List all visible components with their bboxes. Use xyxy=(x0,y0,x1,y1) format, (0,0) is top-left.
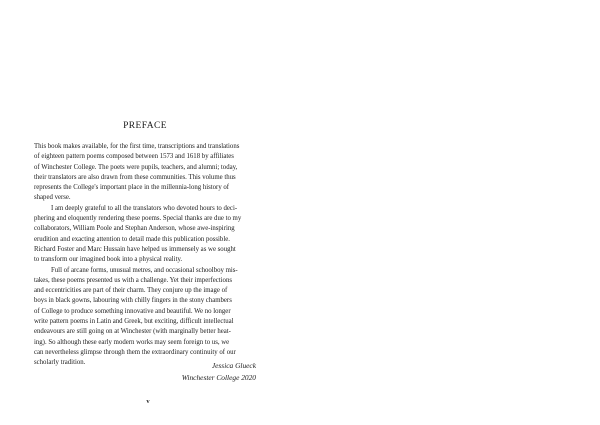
text-line: their translators are also drawn from these communities. This volume thus xyxy=(34,173,236,181)
text-line: and eccentricities are part of their charm. They conjure up the image of xyxy=(34,287,228,295)
signature-name: Jessica Glueck xyxy=(211,361,256,370)
text-line: can nevertheless glimpse through them the extraordinary continuity of our xyxy=(34,348,236,356)
text-line: of Winchester College. The poets were pupils, teachers, and alumni; today, xyxy=(34,163,238,171)
text-line: endeavours are still going on at Winchester (with marginally better heat- xyxy=(34,328,231,336)
text-line: scholarly tradition. xyxy=(34,359,86,367)
text-line: erudition and exacting attention to detail made this publication possible. xyxy=(34,235,230,243)
preface-body xyxy=(34,142,256,369)
text-line: boys in black gowns, labouring with chilly fingers in the stony chambers xyxy=(34,297,232,305)
text-line: phering and eloquently rendering these poems. Special thanks are due to my xyxy=(34,215,242,223)
text-line: shaped verse. xyxy=(34,194,71,202)
page-number: v xyxy=(146,398,150,405)
text-line: I am deeply grateful to all the translators who devoted hours to deci- xyxy=(51,204,238,212)
text-line: This book makes available, for the first time, transcriptions and translations xyxy=(34,143,240,150)
text-line: write pattern poems in Latin and Greek, but exciting, difficult intellectual xyxy=(34,318,234,326)
text-line: takes, these poems presented us with a challenge. Yet their imperfections xyxy=(34,276,232,284)
text-line: of eighteen pattern poems composed between 1573 and 1618 by affiliates xyxy=(34,153,234,161)
text-line: Full of arcane forms, unusual metres, and occasional schoolboy mis- xyxy=(51,266,238,274)
text-line: Richard Foster and Marc Hussain have helped us immensely as we sought xyxy=(34,245,236,253)
page-title: PREFACE xyxy=(123,121,167,131)
text-line: of College to produce something innovative and beautiful. We no longer xyxy=(34,307,231,315)
signature-place: Winchester College 2020 xyxy=(181,373,256,382)
text-line: to transform our imagined book into a physical reality. xyxy=(34,256,183,264)
text-line: ing). So although these early modern works may seem foreign to us, we xyxy=(34,338,230,346)
text-line: represents the College's important place in the millennia-long history of xyxy=(34,184,230,192)
text-line: collaborators, William Poole and Stephan Anderson, whose awe-inspiring xyxy=(34,225,235,233)
